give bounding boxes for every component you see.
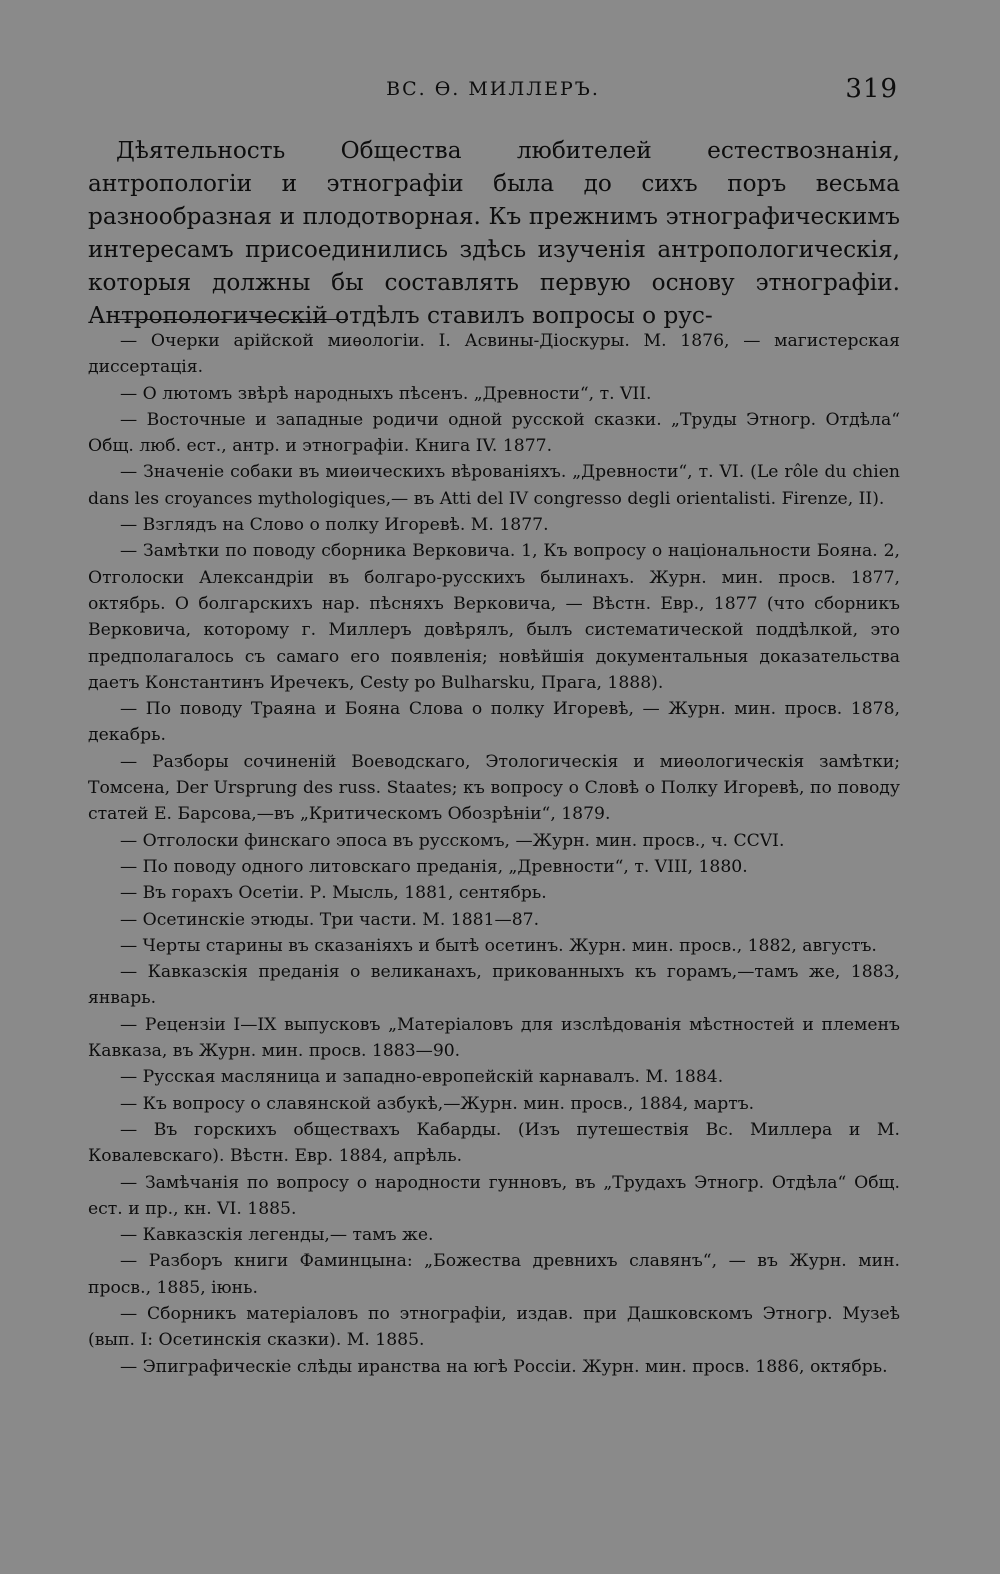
page-header bbox=[88, 74, 898, 114]
running-head: ВС. Ѳ. МИЛЛЕРЪ. bbox=[386, 78, 600, 100]
note-item: — Отголоски финскаго эпоса въ русскомъ, —Журн. мин. просв., ч. CCVI. bbox=[120, 830, 785, 851]
note-item: — О лютомъ звѣрѣ народныхъ пѣсенъ. „Древности“, т. VII. bbox=[120, 383, 652, 404]
note-item: — Замѣчанія по вопросу о народности гунновъ, въ „Трудахъ Этногр. Отдѣла“ Общ. ест. и пр., кн. VI. 1885. bbox=[88, 1172, 900, 1219]
page-number: 319 bbox=[845, 74, 898, 104]
note-item: — Разборъ книги Фаминцына: „Божества древнихъ славянъ“, — въ Журн. мин. просв., 1885, іюнь. bbox=[88, 1251, 900, 1298]
note-item: — Осетинскіе этюды. Три части. М. 1881—87. bbox=[120, 909, 540, 930]
bibliography-notes bbox=[88, 328, 900, 1380]
note-item: — Очерки арійской миѳологіи. I. Асвины-Діоскуры. М. 1876, — магистерская диссертація. bbox=[88, 331, 900, 378]
note-item: — Рецензіи I—IX выпусковъ „Матеріаловъ для изслѣдованія мѣстностей и племенъ Кавказа, въ Журн. мин. просв. 1883—90. bbox=[88, 1014, 900, 1062]
note-item: — По поводу одного литовскаго преданія, „Древности“, т. VIII, 1880. bbox=[120, 856, 748, 877]
main-paragraph: Дѣятельность Общества любителей естествознанія, антропологіи и этнографіи была до сихъ поръ весьма разнообразная и плодотворная. Къ прежнимъ этнографическимъ интересамъ присоединились здѣсь изученія антропологическія, которыя должны бы составлять первую основу этнографіи. Антропологическій отдѣлъ ставилъ вопросы о рус- bbox=[88, 137, 900, 329]
note-item: — По поводу Траяна и Бояна Слова о полку Игоревѣ, — Журн. мин. просв. 1878, декабрь. bbox=[88, 699, 900, 746]
note-item: — Черты старины въ сказаніяхъ и бытѣ осетинъ. Журн. мин. просв., 1882, августъ. bbox=[120, 935, 877, 956]
note-item: — Въ горахъ Осетіи. Р. Мысль, 1881, сентябрь. bbox=[120, 883, 547, 904]
note-item: — Сборникъ матеріаловъ по этнографіи, издав. при Дашковскомъ Этногр. Музеѣ (вып. I: Осетинскія сказки). М. 1885. bbox=[88, 1303, 900, 1351]
note-item: — Къ вопросу о славянской азбукѣ,—Журн. мин. просв., 1884, мартъ. bbox=[120, 1093, 755, 1114]
note-item: — Замѣтки по поводу сборника Верковича. 1, Къ вопросу о національности Бояна. 2, Отголоски Александріи въ болгаро-русскихъ былинахъ. Журн. мин. просв. 1877, октябрь. О болгарскихъ нар. пѣсняхъ Верковича, — Вѣстн. Евр., 1877 (что сборникъ Верковича, которому г. Миллеръ довѣрялъ, былъ систематической поддѣлкой, это предполагалось съ самаго его появленія; новѣйшія документальныя доказательства даетъ Константинъ Иречекъ, Cesty po Bulharsku, Прага, 1888). bbox=[88, 541, 900, 693]
note-item: — Значеніе собаки въ миѳическихъ вѣрованіяхъ. „Древности“, т. VI. (Le rôle du chien dans les croyances mythologiques,— въ Atti del IV congresso degli orientalisti. Firenze, II). bbox=[88, 462, 900, 509]
note-item: — Взглядъ на Слово о полку Игоревѣ. М. 1877. bbox=[120, 515, 549, 536]
note-item: — Эпиграфическіе слѣды иранства на югѣ Россіи. Журн. мин. просв. 1886, октябрь. bbox=[120, 1356, 888, 1377]
note-item: — Русская масляница и западно-европейскій карнавалъ. М. 1884. bbox=[120, 1067, 724, 1088]
note-item: — Восточные и западные родичи одной русской сказки. „Труды Этногр. Отдѣла“ Общ. люб. ест., антр. и этнографіи. Книга IV. 1877. bbox=[88, 409, 900, 457]
note-item: — Въ горскихъ обществахъ Кабарды. (Изъ путешествія Вс. Миллера и М. Ковалевскаго). Вѣстн. Евр. 1884, апрѣль. bbox=[88, 1119, 900, 1167]
note-item: — Кавказскія легенды,— тамъ же. bbox=[120, 1225, 434, 1246]
footnote-divider bbox=[116, 319, 348, 320]
note-item: — Кавказскія преданія о великанахъ, прикованныхъ къ горамъ,—тамъ же, 1883, январь. bbox=[88, 962, 900, 1009]
note-item: — Разборы сочиненій Воеводскаго, Этологическія и миѳологическія замѣтки; Томсена, Der Ursprung des russ. Staates; къ вопросу о Словѣ о Полку Игоревѣ, по поводу статей Е. Барсова,—въ „Критическомъ Обозрѣніи“, 1879. bbox=[88, 751, 900, 825]
